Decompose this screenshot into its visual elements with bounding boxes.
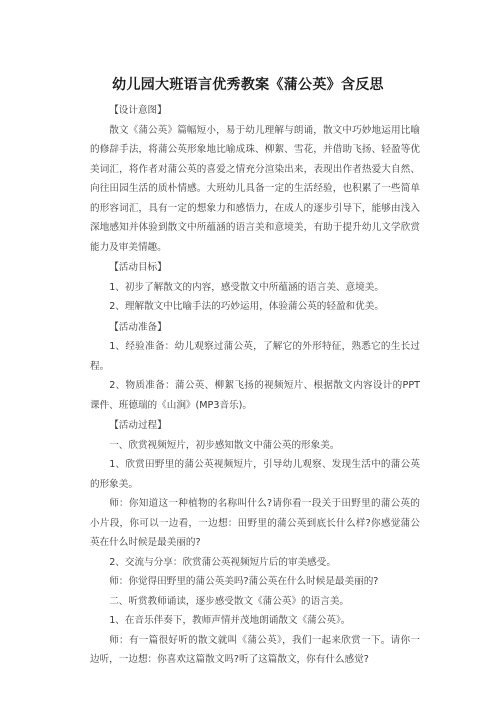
paragraph: 二、听赏教师诵读，逐步感受散文《蒲公英》的语言美。 xyxy=(109,595,350,607)
paragraph: 2、交流与分享：欣赏蒲公英视频短片后的审美感受。 xyxy=(109,556,336,568)
section-heading: 【活动准备】 xyxy=(109,321,167,333)
paragraph: 一、欣赏视频短片，初步感知散文中蒲公英的形象美。 xyxy=(109,439,340,451)
section-heading: 【活动过程】 xyxy=(109,420,167,431)
document-body xyxy=(90,100,420,670)
paragraph: 师：你觉得田野里的蒲公英美吗?蒲公英在什么时候是最美丽的? xyxy=(109,576,379,587)
paragraph: 师：你知道这一种植物的名称叫什么?请你看一段关于田野里的蒲公英的小片段，你可以一边看，一边想：田野里的蒲公英到底长什么样?你感觉蒲公英在什么时候是最美丽的? xyxy=(90,498,420,548)
paragraph: 散文《蒲公英》篇幅短小，易于幼儿理解与朗诵，散文中巧妙地运用比喻的修辞手法，将蒲公英形象地比喻成珠、柳絮、雪花，并借助飞扬、轻盈等优美词汇，将作者对蒲公英的喜爱之情充分渲染出来，表现出作者热爱大自然、向往田园生活的质朴情感。大班幼儿具备一定的生活经验，也积累了一些简单的形容词汇，具有一定的想象力和感悟力，在成人的逐步引导下，能够由浅入深地感知并体验到散文中所蕴涵的语言美和意境美，有助于提升幼儿文学欣赏能力及审美情趣。 xyxy=(90,124,420,253)
section-heading: 【设计意图】 xyxy=(109,105,167,116)
paragraph: 1、在音乐伴奏下，教师声情并茂地朗诵散文《蒲公英》。 xyxy=(109,615,351,626)
section-heading: 【活动目标】 xyxy=(109,262,167,273)
paragraph: 1、初步了解散文的内容，感受散文中所蕴涵的语言美、意境美。 xyxy=(109,281,384,293)
paragraph: 师：有一篇很好听的散文就叫《蒲公英》，我们一起来欣赏一下。请你一边听，一边想：你喜欢这篇散文吗?听了这篇散文，你有什么感觉? xyxy=(90,634,420,665)
paragraph: 2、物质准备：蒲公英、柳絮飞扬的视频短片、根据散文内容设计的PPT课件、班德瑞的《山涧》(MP3音乐)。 xyxy=(90,380,420,411)
paragraph: 1、欣赏田野里的蒲公英视频短片，引导幼儿观察、发现生活中的蒲公英的形象美。 xyxy=(90,459,420,490)
document-title: 幼儿园大班语言优秀教案《蒲公英》含反思 xyxy=(112,77,384,93)
paragraph: 1、经验准备：幼儿观察过蒲公英，了解它的外形特征，熟悉它的生长过程。 xyxy=(90,341,420,372)
paragraph: 2、理解散文中比喻手法的巧妙运用，体验蒲公英的轻盈和优美。 xyxy=(109,301,384,312)
